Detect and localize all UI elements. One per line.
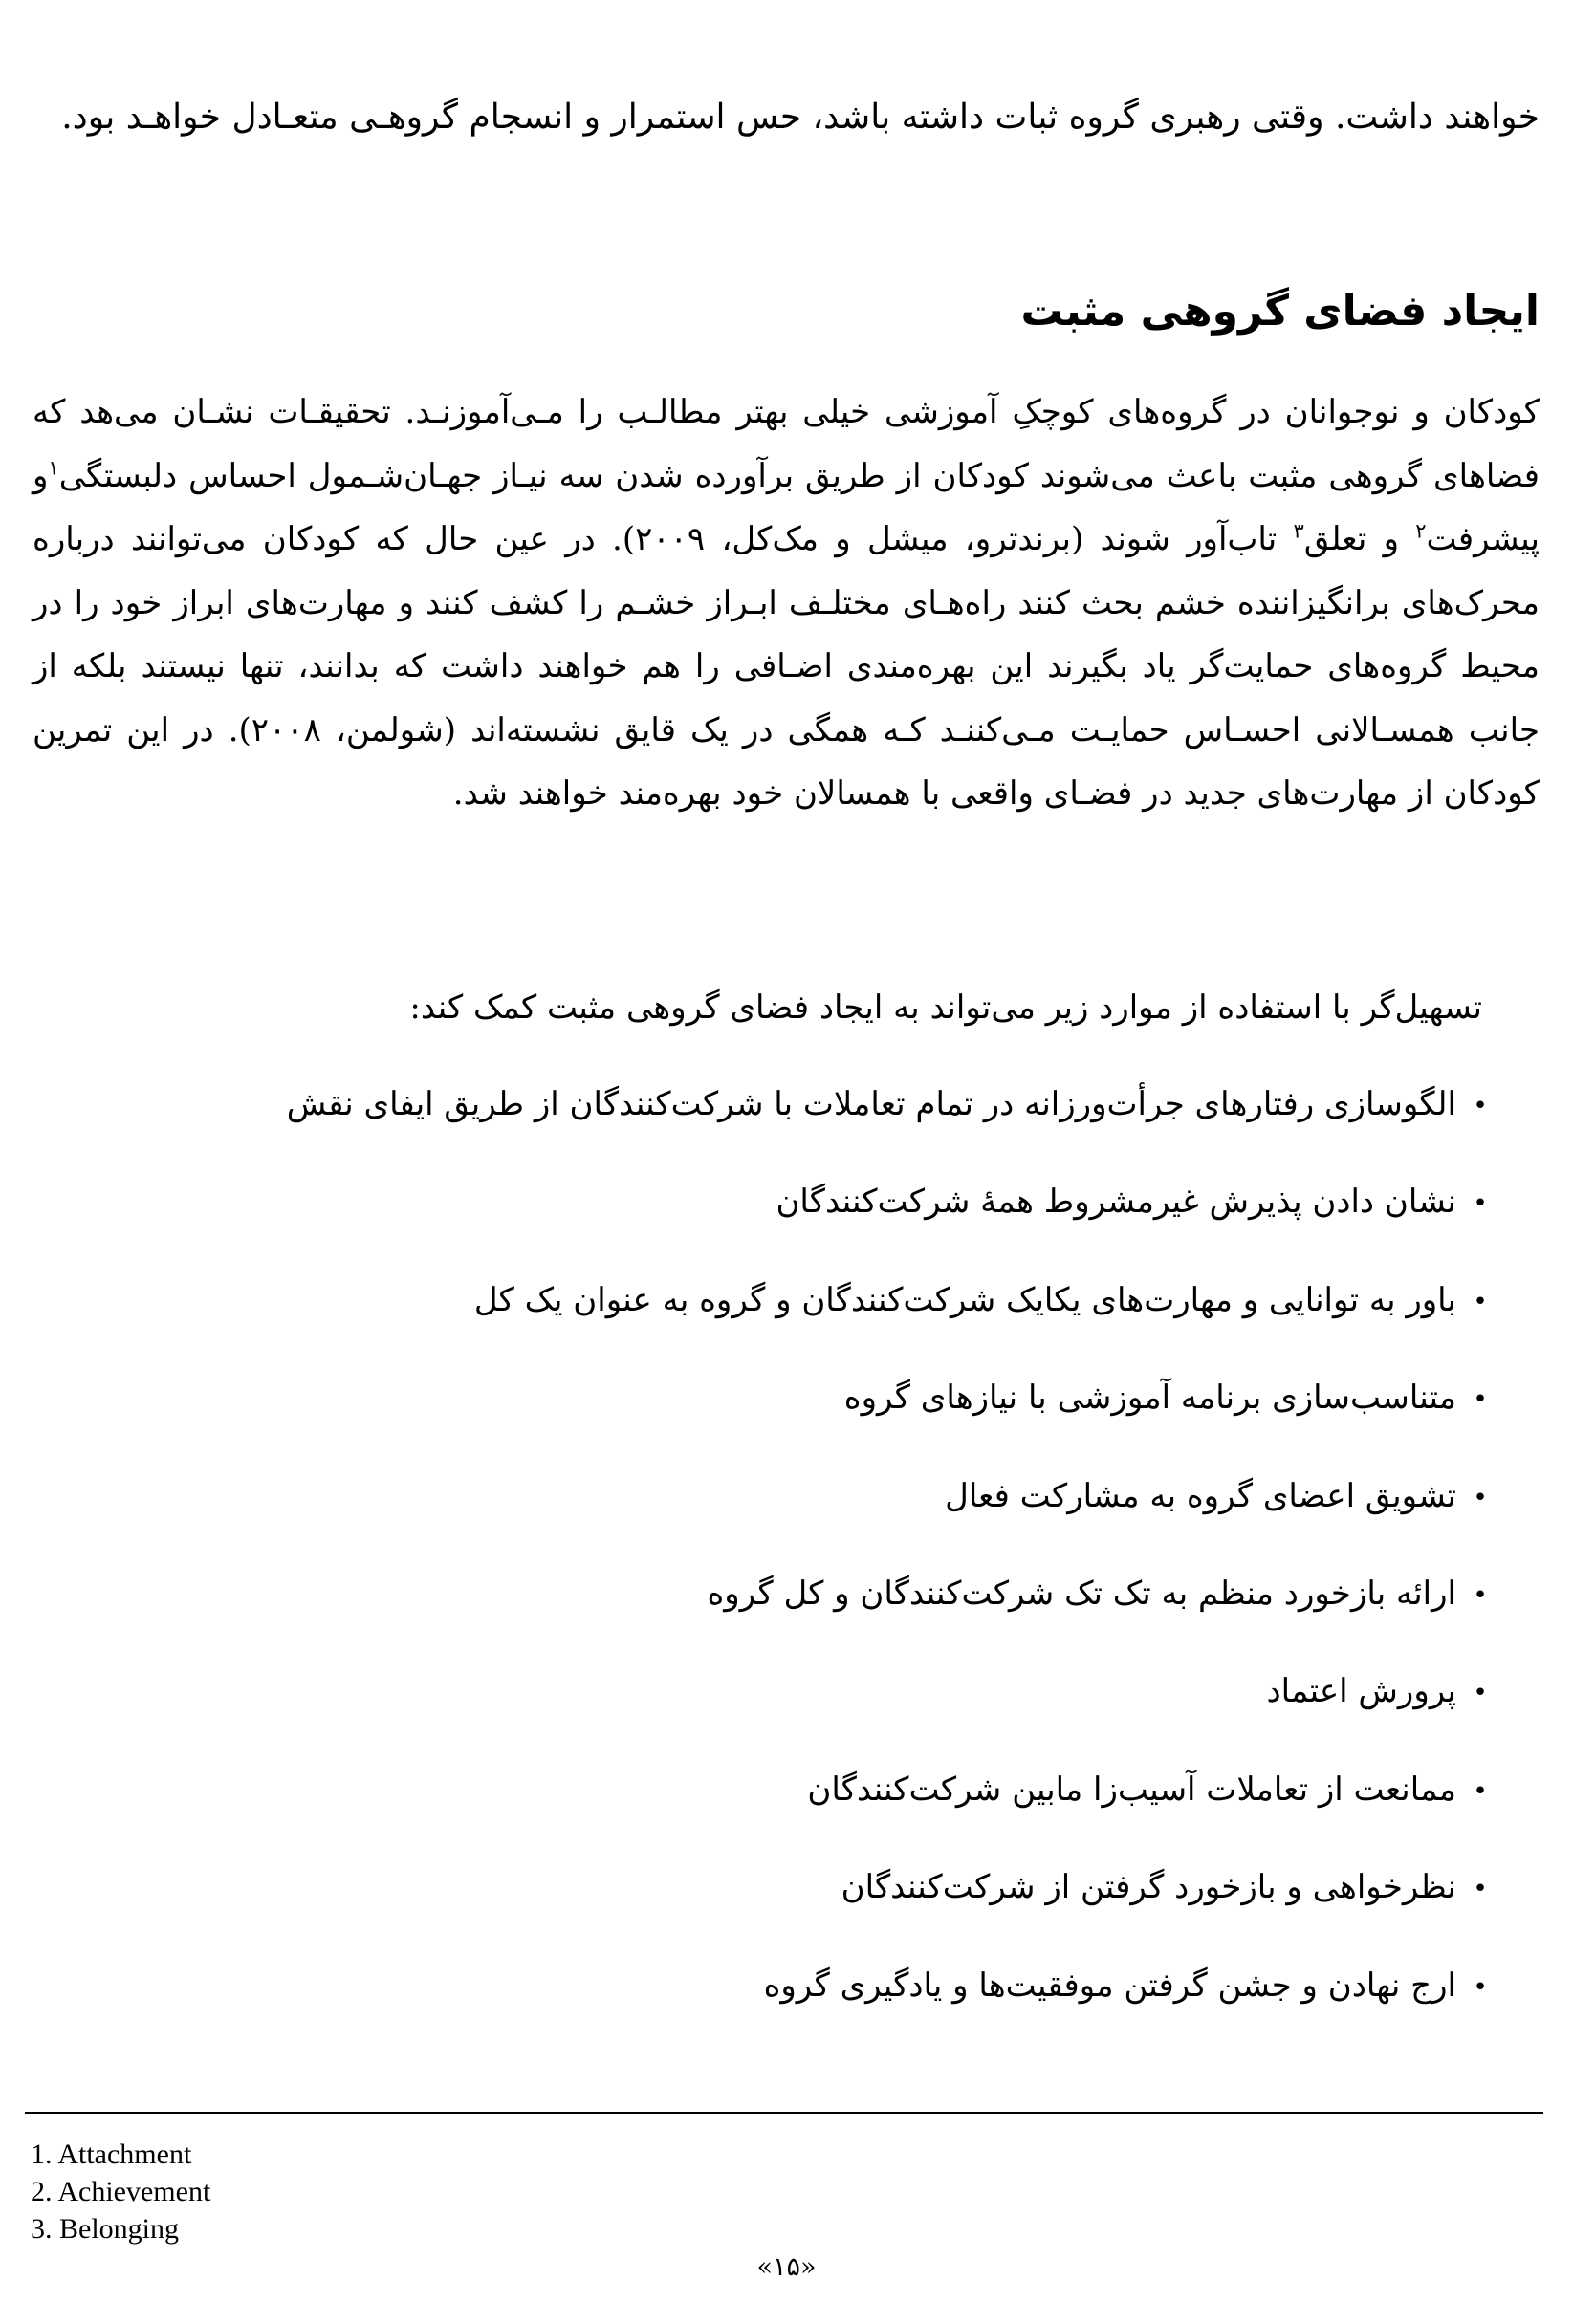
- footnote-item: 3. Belonging: [31, 2213, 179, 2245]
- body-paragraph-text-3: و تعلق: [1303, 520, 1416, 558]
- bullet-icon: •: [1473, 1580, 1488, 1610]
- footnote-ref-1: ۱: [48, 456, 59, 480]
- list-item: [70, 1660, 1504, 1757]
- list-item: [70, 1366, 1504, 1464]
- body-paragraph: [33, 380, 1540, 826]
- list-item-text: الگوسازی رفتارهای جرأت‌ورزانه در تمام تعاملات با شرکت‌کنندگان از طریق ایفای نقش: [286, 1085, 1456, 1123]
- bullet-icon: •: [1473, 1972, 1488, 2002]
- list-item: [70, 1465, 1504, 1562]
- footnote-item: 1. Attachment: [31, 2139, 192, 2170]
- bullet-icon: •: [1473, 1483, 1488, 1512]
- bullet-icon: •: [1473, 1776, 1488, 1806]
- footnote-ref-3: ۳: [1293, 519, 1304, 543]
- list-item: [70, 1758, 1504, 1856]
- list-item: [70, 1954, 1504, 2052]
- footnote-separator: [25, 2112, 1543, 2114]
- list-item-text: متناسب‌سازی برنامه آموزشی با نیازهای گروه: [843, 1379, 1456, 1418]
- list-item-text: باور به توانایی و مهارت‌های یکایک شرکت‌کنندگان و گروه به عنوان یک کل: [473, 1280, 1456, 1319]
- bullet-icon: •: [1473, 1385, 1488, 1415]
- list-item: [70, 1856, 1504, 1953]
- list-item-text: پرورش اعتماد: [1266, 1672, 1456, 1711]
- bullet-icon: •: [1473, 1287, 1488, 1316]
- list-item: [70, 1269, 1504, 1366]
- list-item: [70, 1170, 1504, 1268]
- facilitator-actions-list: [70, 1073, 1504, 2052]
- list-item: [70, 1073, 1504, 1170]
- section-heading: ایجاد فضای گروهی مثبت: [1020, 287, 1540, 336]
- body-paragraph-text-2: و پیشرفت: [33, 456, 1540, 558]
- list-item-text: نظرخواهی و بازخورد گرفتن از شرکت‌کنندگان: [841, 1868, 1456, 1907]
- footnotes-list: [31, 2136, 210, 2248]
- bullet-icon: •: [1473, 1189, 1488, 1219]
- list-intro-sentence: تسهیل‌گر با استفاده از موارد زیر می‌تواند به ایجاد فضای گروهی مثبت کمک کند:: [409, 988, 1482, 1027]
- list-item-text: نشان دادن پذیرش غیرمشروط همهٔ شرکت‌کنندگان: [776, 1183, 1456, 1222]
- bullet-icon: •: [1473, 1092, 1488, 1120]
- body-paragraph-text-4: تاب‌آور شوند (برندترو، میشل و مک‌کل، ۲۰۰۹). در عین حال که کودکان می‌توانند درباره محرک‌های برانگیزاننده خشم بحث کنند راه‌هـای مختلـف ابـراز خشـم را کشف کنند و مهارت‌های ابراز خود را در محیط گروه‌های حمایت‌گر یاد بگیرند این بهره‌مندی اضـافی را هم خواهند داشت که بدانند، تنها نیستند بلکه از جانب همسـالانی احسـاس حمایـت مـی‌کننـد کـه همگی در یک قایق نشسته‌اند (شولمن، ۲۰۰۸). در این تمرین کودکان از مهارت‌های جدید در فضـای واقعی با همسالان خود بهره‌مند خواهند شد.: [33, 520, 1540, 813]
- list-item-text: تشویق اعضای گروه به مشارکت فعال: [945, 1476, 1456, 1515]
- footnote-item: 2. Achievement: [31, 2176, 211, 2207]
- list-item-text: ارج نهادن و جشن گرفتن موفقیت‌ها و یادگیری گروه: [763, 1966, 1456, 2005]
- list-item-text: ارائه بازخورد منظم به تک تک شرکت‌کنندگان و کل گروه: [707, 1574, 1456, 1613]
- page-number: «۱۵»: [756, 2252, 817, 2282]
- list-item: [70, 1562, 1504, 1660]
- footnote-ref-2: ۲: [1415, 519, 1427, 543]
- bullet-icon: •: [1473, 1875, 1488, 1904]
- continuation-paragraph: خواهند داشت. وقتی رهبری گروه ثبات داشته باشد، حس استمرار و انسجام گروهـی متعـادل خواهـد بود.: [61, 98, 1540, 137]
- list-item-text: ممانعت از تعاملات آسیب‌زا مابین شرکت‌کنندگان: [807, 1770, 1456, 1809]
- bullet-icon: •: [1473, 1679, 1488, 1708]
- body-paragraph-text-1: کودکان و نوجوانان در گروه‌های کوچکِ آموزشی خیلی بهتر مطالـب را مـی‌آموزنـد. تحقیقـات نشـان می‌هد که فضاهای گروهی مثبت باعث می‌شوند کودکان از طریق برآورده شدن سه نیـاز جهـان‌شـمول احساس دلبستگی: [33, 393, 1540, 495]
